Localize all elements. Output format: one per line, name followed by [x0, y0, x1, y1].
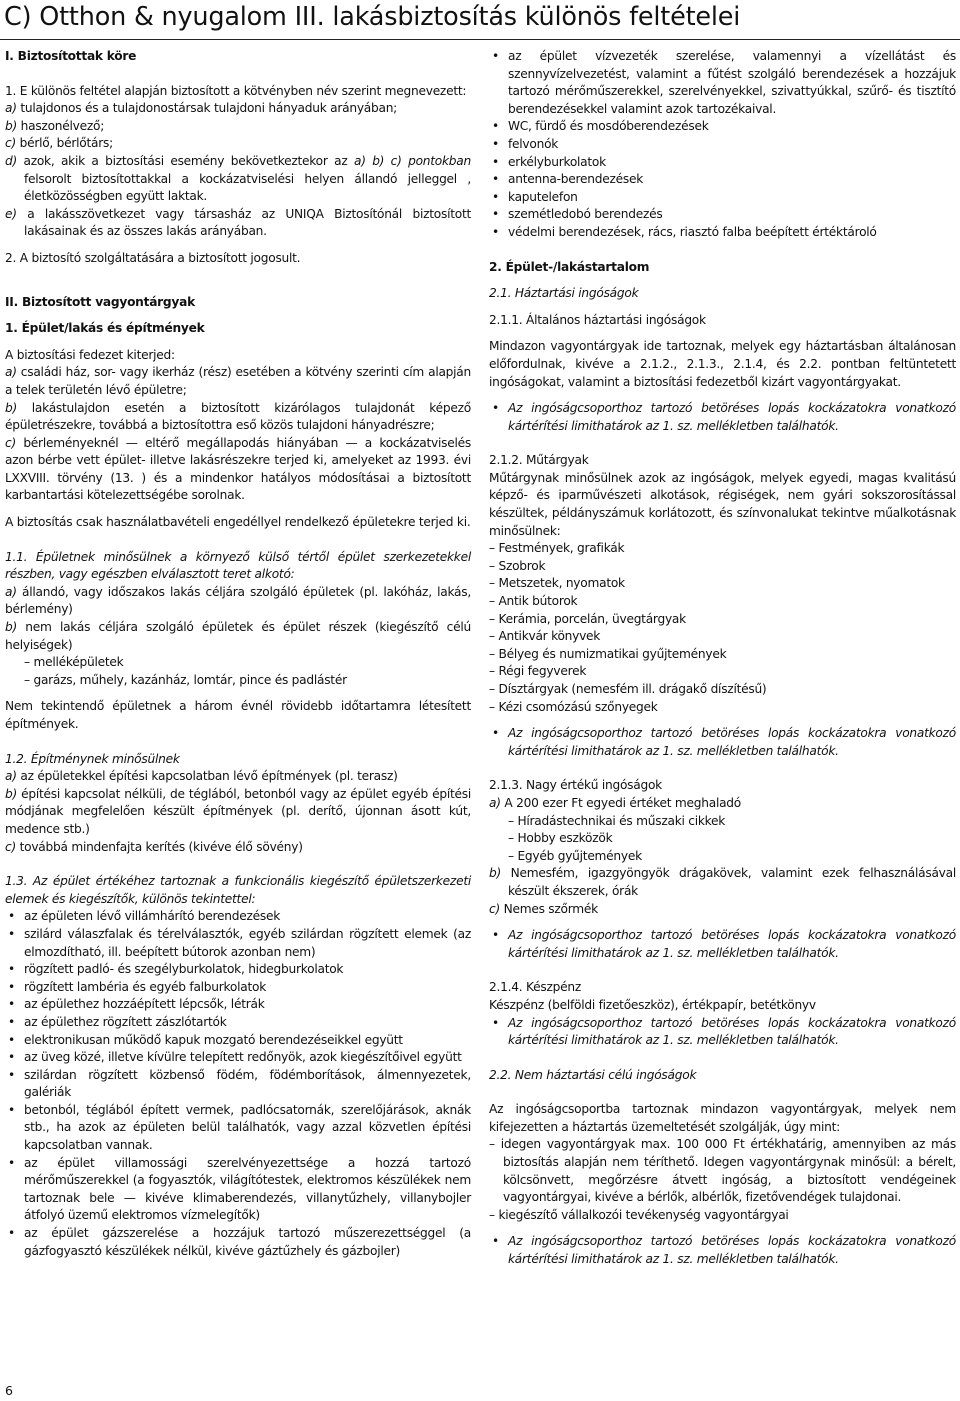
- list-item: • szilárdan rögzített közbenső födém, födémborítások, álmennyezetek, galériák: [5, 1067, 471, 1102]
- artwork-item: – Metszetek, nyomatok: [489, 576, 625, 591]
- clause-1-3-components: 1.3. Az épület értékéhez tartoznak a funkcionális kiegészítő épületszerkezeti elemek és kiegészítők, különös tekintettel:: [5, 874, 471, 906]
- structure-item-fences: c) továbbá mindenfajta kerítés (kivéve élő sövény): [5, 839, 303, 854]
- list-item-owner: a) tulajdonos és a tulajdonostársak tulajdoni hányaduk arányában;: [5, 101, 398, 116]
- list-item-cooperative: e) a lakásszövetkezet vagy társasház az UNIQA Biztosítónál biztosított lakásainak és az összes lakás arányában.: [5, 206, 471, 239]
- subsection-heading-building: 1. Épület/lakás és építmények: [5, 321, 205, 336]
- right-column: [489, 48, 956, 1269]
- clause-2-1-3-valuables: 2.1.3. Nagy értékű ingóságok: [489, 778, 662, 793]
- paragraph-cash: Készpénz (belföldi fizetőeszköz), értékpapír, betétkönyv: [489, 997, 816, 1012]
- title-divider: [0, 39, 960, 40]
- list-item-cohabitants: d) azok, akik a biztosítási esemény bekövetkeztekor az a) b) c) pontokban felsorolt biztosítottakkal a kockázatviselési helyen állandó jelleggel , életközösségben együtt laktak.: [5, 153, 471, 204]
- building-item-non-residential: b) nem lakás céljára szolgáló épületek és épület részek (kiegészítő célú helyiségek): [5, 620, 471, 652]
- building-item-residential: a) állandó, vagy időszakos lakás céljára szolgáló épületek (pl. lakóház, lakás, bérlemény): [5, 584, 471, 617]
- paragraph-artworks: Műtárgynak minősülnek azok az ingóságok, melyek egyedi, magas kvalitású képző- és iparművészeti alkotások, régiségek, nem gyári sokszorosítással készültek, példányszámuk korlátozott, és színvonalukat tekintve műalkotásnak minősülnek:: [489, 470, 956, 538]
- clause-1-1-buildings: 1.1. Épületnek minősülnek a környező külső tértől épület szerkezetekkel részben, vagy egészben elválasztott teret alkotó:: [5, 549, 471, 582]
- limit-note: • Az ingóságcsoporthoz tartozó betöréses lopás kockázatokra vonatkozó kártérítési limithatárok az 1. sz. mellékletben találhatók.: [489, 1233, 956, 1268]
- structure-item-standalone: b) építési kapcsolat nélküli, de téglából, betonból vagy az épület egyéb építési módjának megfelelően készült építmények (pl. derítő, újonnan ásott kút, medence stb.): [5, 786, 471, 836]
- list-item: • felvonók: [489, 136, 956, 154]
- section-heading-insured: I. Biztosítottak köre: [5, 49, 137, 63]
- limit-note: • Az ingóságcsoporthoz tartozó betöréses lopás kockázatokra vonatkozó kártérítési limithatárok az 1. sz. mellékletben találhatók.: [489, 1015, 956, 1050]
- list-item: • antenna-berendezések: [489, 171, 956, 189]
- list-item: • az üveg közé, illetve kívülre telepített redőnyök, azok kiegészítőivel együtt: [5, 1049, 471, 1067]
- page-number: 6: [5, 1383, 13, 1398]
- cover-item-rental: c) bérleményeknél — eltérő megállapodás hiányában — a kockázatviselés azon bérbe vett épület- illetve lakásrészekre terjed ki, amelyeket az 1993. évi LXXVIII. törvény (13. ) és a mindenkor hatályos módosításai a biztosított karbantartási kötelezettségébe sorolnak.: [5, 435, 471, 503]
- limit-note: • Az ingóságcsoporthoz tartozó betöréses lopás kockázatokra vonatkozó kártérítési limithatárok az 1. sz. mellékletben találhatók.: [489, 400, 956, 435]
- building-sub-item: – melléképületek: [24, 655, 124, 670]
- paragraph-cover-intro: A biztosítási fedezet kiterjed:: [5, 347, 175, 362]
- paragraph-not-building: Nem tekintendő épületnek a három évnél rövidebb időtartamra létesített építmények.: [5, 699, 471, 731]
- list-item: • erkélyburkolatok: [489, 154, 956, 172]
- list-item: • az épületen lévő villámhárító berendezések: [5, 908, 471, 926]
- list-item: • kaputelefon: [489, 189, 956, 207]
- list-item: • az épülethez rögzített zászlótartók: [5, 1014, 471, 1032]
- non-household-item: – idegen vagyontárgyak max. 100 000 Ft értékhatárig, amennyiben az más biztosítás alapján nem téríthető. Idegen vagyontárgynak minősül: a bérelt, kölcsönvett, megőrzésre átvett ingóság, a biztosított vendégeinek vagyontárgyai, kivéve a bérlők, albérlők, fizetővendégek tulajdonai.: [489, 1137, 956, 1205]
- clause-1-2-structures: 1.2. Építménynek minősülnek: [5, 751, 180, 766]
- page-title: C) Otthon & nyugalom III. lakásbiztosítás különös feltételei: [4, 2, 741, 32]
- cover-item-flat: b) lakástulajdon esetén a biztosított kizárólagos tulajdonát képező épületrészekre, továbbá a biztosítottra eső közös tulajdoni hányadrészre;: [5, 400, 471, 433]
- paragraph-occupancy-permit: A biztosítás csak használatbavételi engedéllyel rendelkező épületekre terjed ki.: [5, 515, 471, 530]
- list-item: • az épület villamossági szerelvényezettsége a hozzá tartozó mérőműszerekkel (a fogyasztók, világítótestek, elektromos készülékek nem tartoznak bele — kivéve klimaberendezés, villanytűzhely, villanybojler átfolyó üzemű elektromos vízmelegítők): [5, 1155, 471, 1225]
- artwork-item: – Régi fegyverek: [489, 664, 587, 679]
- list-item: • az épület gázszerelése a hozzájuk tartozó műszerezettséggel (a gázfogyasztó készülékek nélkül, kivéve gáztűzhely és gázbojler): [5, 1225, 471, 1260]
- artwork-item: – Antikvár könyvek: [489, 629, 601, 644]
- paragraph-insured-intro: 1. E különös feltétel alapján biztosított a kötvényben név szerint megnevezett:: [5, 83, 467, 98]
- valuables-item-high-value: a) A 200 ezer Ft egyedi értéket meghaladó: [489, 795, 741, 810]
- clause-2-1-1-general: 2.1.1. Általános háztartási ingóságok: [489, 312, 706, 327]
- paragraph-general-contents: Mindazon vagyontárgyak ide tartoznak, melyek egy háztartásban általánosan előfordulnak, kivéve a 2.1.2., 2.1.3., 2.1.4, és 2.2. pontban feltüntetett ingóságokat, valamint a biztosítási fedezetből kizárt vagyontárgyakat.: [489, 339, 956, 389]
- list-item: • az épület vízvezeték szerelése, valamennyi a vízellátást és szennyvízelvezetést, valamint a fűtést szolgáló berendezések a hozzájuk tartozó mérőműszerekkel, szerelvényekkel, szivattyúkkal, szűrő- és tisztító berendezésekkel valamint azok tartozékaival.: [489, 48, 956, 118]
- list-item: • az épülethez hozzáépített lépcsők, létrák: [5, 996, 471, 1014]
- artwork-item: – Antik bútorok: [489, 594, 578, 609]
- list-item: • betonból, téglából épített vermek, padlócsatornák, szerelőjárások, aknák stb., ha azok az épületen belül találhatók, vagy azzal közvetlen építési kapcsolatban vannak.: [5, 1102, 471, 1155]
- paragraph-beneficiary: 2. A biztosító szolgáltatására a biztosított jogosult.: [5, 250, 301, 265]
- valuables-sub-item: – Hobby eszközök: [508, 831, 613, 846]
- valuables-item-furs: c) Nemes szőrmék: [489, 901, 598, 916]
- list-item: • rögzített lambéria és egyéb falburkolatok: [5, 979, 471, 997]
- list-item: • WC, fürdő és mosdóberendezések: [489, 118, 956, 136]
- artwork-item: – Kerámia, porcelán, üvegtárgyak: [489, 611, 686, 626]
- limit-note: • Az ingóságcsoporthoz tartozó betöréses lopás kockázatokra vonatkozó kártérítési limithatárok az 1. sz. mellékletben találhatók.: [489, 725, 956, 760]
- subsection-heading-contents: 2. Épület-/lakástartalom: [489, 259, 650, 274]
- list-item: • védelmi berendezések, rács, riasztó falba beépített értéktároló: [489, 224, 956, 242]
- list-item: • szemétledobó berendezés: [489, 206, 956, 224]
- list-item: • szilárd válaszfalak és térelválasztók, egyéb szilárdan rögzített elemek (az elmozdítható, ill. beépített bútorok azonban nem): [5, 926, 471, 961]
- list-item-tenant: c) bérlő, bérlőtárs;: [5, 136, 113, 151]
- artwork-item: – Dísztárgyak (nemesfém ill. drágakő díszítésű): [489, 682, 767, 696]
- valuables-sub-item: – Híradástechnikai és műszaki cikkek: [508, 813, 726, 828]
- list-item: • elektronikusan működő kapuk mozgató berendezéseikkel együtt: [5, 1032, 471, 1050]
- structure-item-connected: a) az épületekkel építési kapcsolatban lévő építmények (pl. terasz): [5, 769, 398, 784]
- limit-note: • Az ingóságcsoporthoz tartozó betöréses lopás kockázatokra vonatkozó kártérítési limithatárok az 1. sz. mellékletben találhatók.: [489, 927, 956, 962]
- list-item: • rögzített padló- és szegélyburkolatok, hidegburkolatok: [5, 961, 471, 979]
- list-item-usufructuary: b) haszonélvező;: [5, 118, 105, 133]
- artwork-item: – Szobrok: [489, 558, 546, 573]
- artwork-item: – Festmények, grafikák: [489, 541, 625, 556]
- non-household-item: – kiegészítő vállalkozói tevékenység vagyontárgyai: [489, 1207, 789, 1222]
- section-heading-insured-property: II. Biztosított vagyontárgyak: [5, 294, 195, 309]
- artwork-item: – Kézi csomózású szőnyegek: [489, 699, 658, 714]
- clause-2-1-4-cash: 2.1.4. Készpénz: [489, 980, 581, 995]
- artwork-item: – Bélyeg és numizmatikai gyűjtemények: [489, 646, 727, 661]
- valuables-item-jewellery: b) Nemesfém, igazgyöngyök drágakövek, valamint ezek felhasználásával készült ékszerek, órák: [489, 866, 956, 898]
- left-column: [5, 48, 471, 1260]
- cover-item-house: a) családi ház, sor- vagy ikerház (rész) esetében a kötvény szerinti cím alapján a telek területén lévő épületre;: [5, 365, 471, 397]
- clause-2-1-household: 2.1. Háztartási ingóságok: [489, 286, 639, 301]
- paragraph-non-household: Az ingóságcsoportba tartoznak mindazon vagyontárgyak, melyek nem kifejezetten a háztartás üzemeltetését szolgálják, úgy mint:: [489, 1102, 956, 1134]
- clause-2-2-non-household: 2.2. Nem háztartási célú ingóságok: [489, 1067, 697, 1082]
- building-sub-item: – garázs, műhely, kazánház, lomtár, pince és padlástér: [24, 672, 347, 687]
- clause-2-1-2-artworks: 2.1.2. Műtárgyak: [489, 453, 589, 468]
- valuables-sub-item: – Egyéb gyűjtemények: [508, 848, 642, 863]
